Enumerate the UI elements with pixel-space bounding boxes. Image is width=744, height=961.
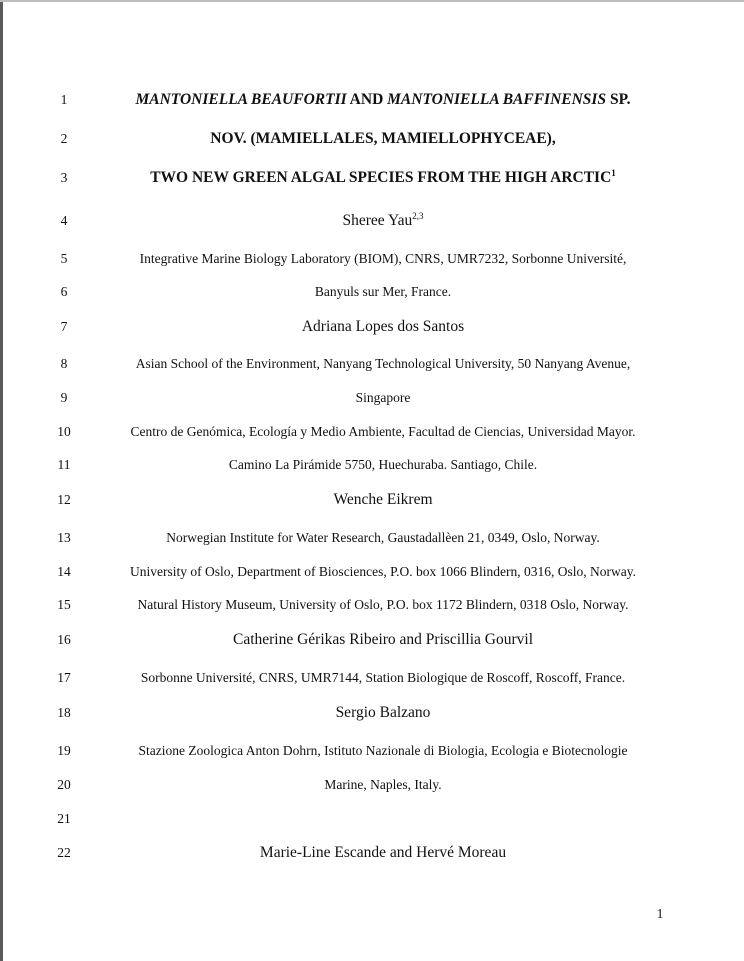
text-run: Marie-Line Escande and Hervé Moreau xyxy=(259,844,507,861)
line-number: 4 xyxy=(60,213,68,228)
manuscript-line xyxy=(0,420,744,444)
manuscript-line xyxy=(0,526,744,550)
text-run: Asian School of the Environment, Nanyang Technological University, 50 Nanyang Avenue, xyxy=(135,356,631,371)
text-run: Singapore xyxy=(355,390,411,405)
text-run: Sheree Yau xyxy=(342,212,413,229)
line-number: 15 xyxy=(57,597,71,612)
manuscript-line xyxy=(0,352,744,376)
affiliation-text xyxy=(60,352,706,376)
manuscript-line xyxy=(0,666,744,690)
line-number: 16 xyxy=(57,632,71,647)
author-name xyxy=(60,315,706,339)
manuscript-line xyxy=(0,166,744,190)
text-run: Adriana Lopes dos Santos xyxy=(301,318,465,335)
line-number: 2 xyxy=(60,131,68,146)
line-number: 10 xyxy=(57,424,71,439)
manuscript-line xyxy=(0,773,744,797)
author-name xyxy=(60,841,706,865)
author-name xyxy=(60,488,706,512)
line-number: 22 xyxy=(57,845,71,860)
affiliation-text xyxy=(60,280,706,304)
text-run: Norwegian Institute for Water Research, Gaustadallèen 21, 0349, Oslo, Norway. xyxy=(166,530,600,545)
text-run: Natural History Museum, University of Oslo, P.O. box 1172 Blindern, 0318 Oslo, Norway. xyxy=(137,597,629,612)
title-line xyxy=(60,127,706,151)
title-line xyxy=(60,88,706,112)
line-number: 9 xyxy=(60,390,68,405)
line-number: 7 xyxy=(60,319,68,334)
manuscript-line xyxy=(0,841,744,865)
page-number: 1 xyxy=(656,906,664,921)
text-run: TWO NEW GREEN ALGAL SPECIES FROM THE HIGH ARCTIC xyxy=(150,169,612,186)
manuscript-line xyxy=(0,280,744,304)
manuscript-line xyxy=(0,593,744,617)
affiliation-text xyxy=(60,593,706,617)
manuscript-line xyxy=(0,807,744,831)
affiliation-text xyxy=(60,386,706,410)
affiliation-text xyxy=(60,560,706,584)
text-run: Marine, Naples, Italy. xyxy=(324,777,442,792)
text-run: Banyuls sur Mer, France. xyxy=(314,284,452,299)
text-run: SP. xyxy=(606,91,631,108)
manuscript-line xyxy=(0,209,744,233)
manuscript-line xyxy=(0,127,744,151)
manuscript-line xyxy=(0,315,744,339)
manuscript-line xyxy=(0,739,744,763)
line-number: 20 xyxy=(57,777,71,792)
superscript: 2,3 xyxy=(412,210,424,221)
manuscript-line xyxy=(0,453,744,477)
affiliation-text xyxy=(60,773,706,797)
affiliation-text xyxy=(60,526,706,550)
author-name xyxy=(60,209,706,233)
author-name xyxy=(60,628,706,652)
text-run: NOV. (MAMIELLALES, MAMIELLOPHYCEAE), xyxy=(210,130,556,147)
line-number: 12 xyxy=(57,492,71,507)
manuscript-line xyxy=(0,701,744,725)
text-run: Sorbonne Université, CNRS, UMR7144, Station Biologique de Roscoff, Roscoff, France. xyxy=(140,670,626,685)
line-number: 5 xyxy=(60,251,68,266)
line-number: 1 xyxy=(60,92,68,107)
superscript: 1 xyxy=(611,167,616,178)
line-number: 13 xyxy=(57,530,71,545)
text-run: Stazione Zoologica Anton Dohrn, Istituto Nazionale di Biologia, Ecologia e Biotecnologie xyxy=(138,743,628,758)
text-run: Integrative Marine Biology Laboratory (BIOM), CNRS, UMR7232, Sorbonne Université, xyxy=(139,251,627,266)
text-run: Wenche Eikrem xyxy=(333,491,433,508)
manuscript-line xyxy=(0,628,744,652)
line-number: 14 xyxy=(57,564,71,579)
line-number: 6 xyxy=(60,284,68,299)
text-run: AND xyxy=(346,91,388,108)
manuscript-line xyxy=(0,88,744,112)
manuscript-line xyxy=(0,488,744,512)
line-number: 3 xyxy=(60,170,68,185)
line-number: 17 xyxy=(57,670,71,685)
page-top-border xyxy=(0,0,744,2)
affiliation-text xyxy=(60,666,706,690)
text-run: Centro de Genómica, Ecología y Medio Ambiente, Facultad de Ciencias, Universidad Mayor. xyxy=(130,424,636,439)
line-number: 21 xyxy=(57,811,71,826)
text-run: Sergio Balzano xyxy=(335,704,431,721)
text-run: Catherine Gérikas Ribeiro and Priscillia Gourvil xyxy=(232,631,534,648)
line-number: 11 xyxy=(57,457,71,472)
text-run: Camino La Pirámide 5750, Huechuraba. Santiago, Chile. xyxy=(228,457,538,472)
manuscript-line xyxy=(0,386,744,410)
author-name xyxy=(60,701,706,725)
title-line xyxy=(60,166,706,190)
affiliation-text xyxy=(60,420,706,444)
line-number: 19 xyxy=(57,743,71,758)
manuscript-line xyxy=(0,247,744,271)
line-number: 8 xyxy=(60,356,68,371)
affiliation-text xyxy=(60,739,706,763)
text-run: MANTONIELLA BEAUFORTII xyxy=(135,91,347,108)
manuscript-line xyxy=(0,560,744,584)
line-number: 18 xyxy=(57,705,71,720)
text-run: University of Oslo, Department of Biosciences, P.O. box 1066 Blindern, 0316, Oslo, Norway. xyxy=(129,564,637,579)
affiliation-text xyxy=(60,453,706,477)
text-run: MANTONIELLA BAFFINENSIS xyxy=(387,91,607,108)
affiliation-text xyxy=(60,247,706,271)
